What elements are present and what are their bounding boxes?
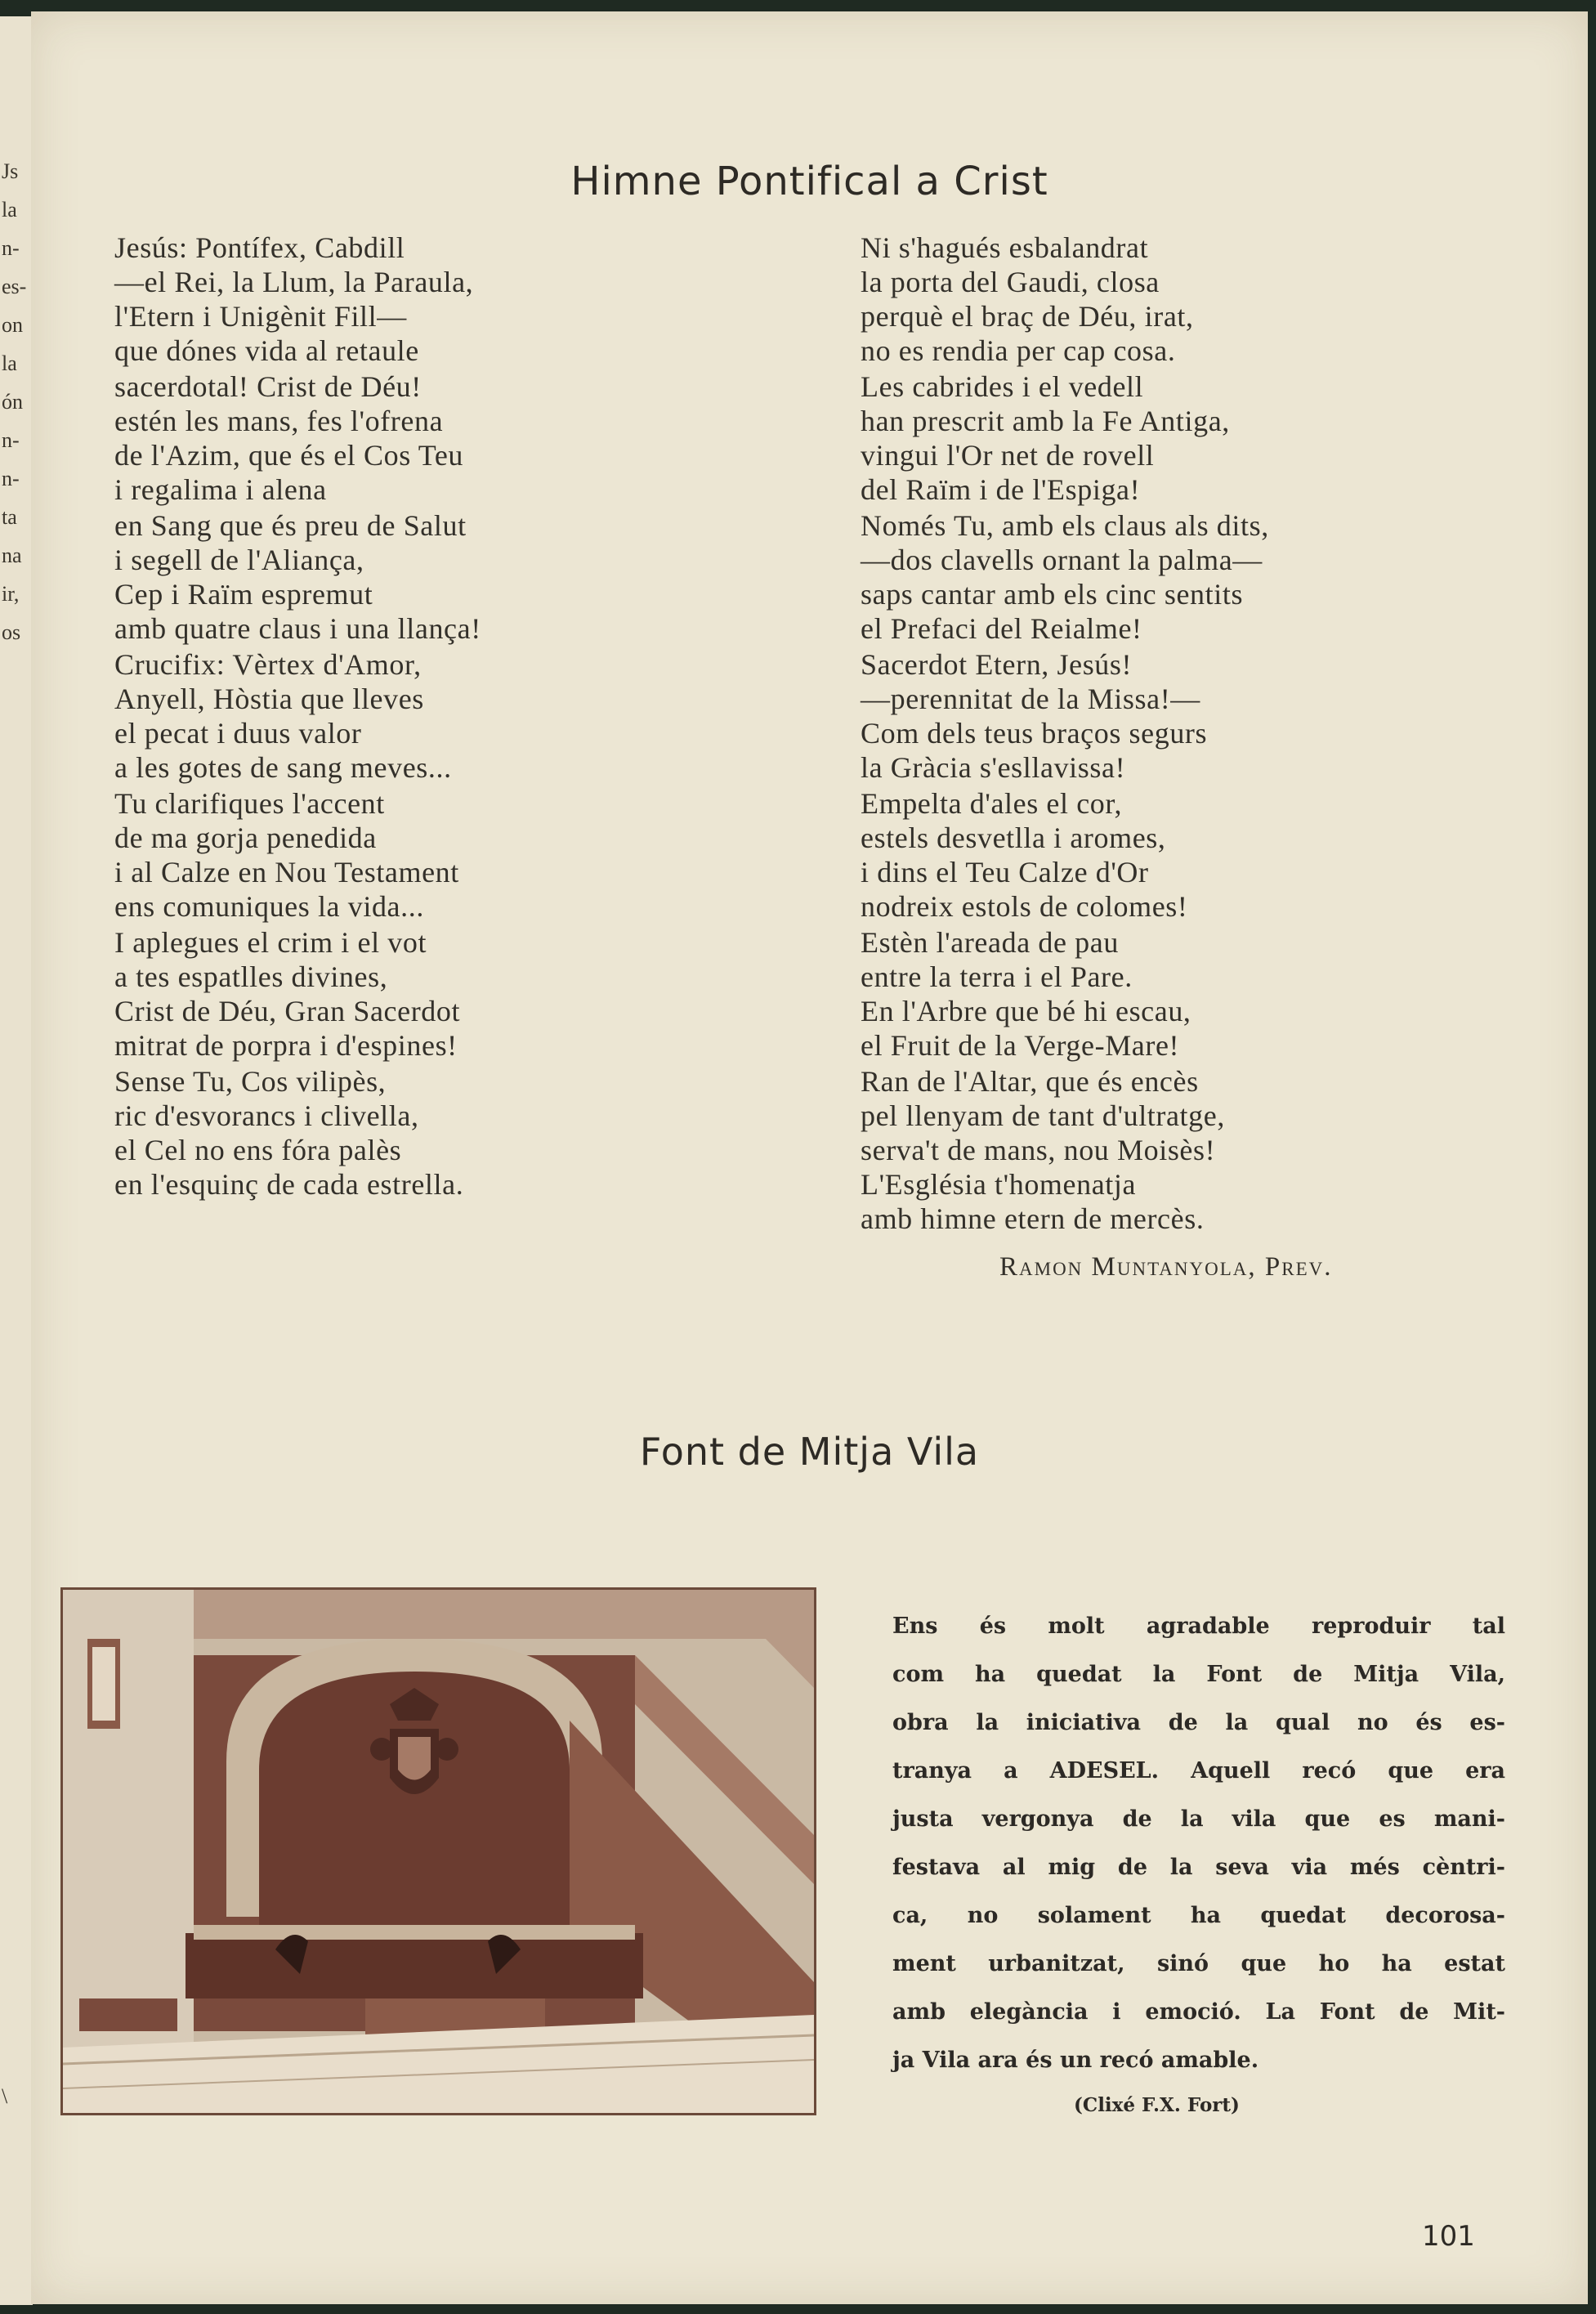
article-title: Font de Mitja Vila: [639, 1430, 980, 1474]
poem-line: Les cabrides i el vedell: [861, 370, 1144, 403]
article-line: festava al mig de la seva via més cèntri-: [892, 1855, 1505, 1880]
previous-page-fragment: es-: [2, 275, 27, 298]
stanza: [861, 647, 1482, 785]
poem-line: Jesús: Pontífex, Cabdill: [114, 231, 405, 264]
poem-line: de ma gorja penedida: [114, 821, 377, 854]
stanza: [114, 647, 735, 785]
article-line: justa vergonya de la vila que es mani-: [892, 1806, 1505, 1832]
photo-credit: (Clixé F.X. Fort): [1074, 2094, 1240, 2116]
poem-right-column: [861, 231, 1482, 1238]
article-text: [892, 1602, 1505, 2084]
poem-line: de l'Azim, que és el Cos Teu: [114, 439, 464, 472]
poem-line: —el Rei, la Llum, la Paraula,: [114, 266, 474, 298]
stanza: [861, 786, 1482, 924]
poem-line: pel llenyam de tant d'ultratge,: [861, 1099, 1225, 1132]
poem-line: —perennitat de la Missa!—: [861, 683, 1200, 715]
previous-page-fragment: os: [2, 620, 21, 644]
poem-line: Només Tu, amb els claus als dits,: [861, 509, 1269, 542]
poem-line: Crist de Déu, Gran Sacerdot: [114, 995, 461, 1027]
stanza: [861, 925, 1482, 1063]
poem-line: entre la terra i el Pare.: [861, 960, 1133, 993]
poem-line: Com dels teus braços segurs: [861, 717, 1208, 750]
fountain-image: [63, 1590, 814, 2113]
previous-page-fragment: n-: [2, 467, 20, 490]
poem-line: Crucifix: Vèrtex d'Amor,: [114, 648, 422, 681]
poem-line: Ran de l'Altar, que és encès: [861, 1065, 1199, 1098]
poem-line: el Fruit de la Verge-Mare!: [861, 1029, 1180, 1062]
stanza: [114, 369, 735, 507]
previous-page-fragment: ir,: [2, 582, 20, 606]
previous-page-fragment: ón: [2, 390, 23, 414]
stanza: [114, 786, 735, 924]
article-line: ja Vila ara és un recó amable.: [892, 2048, 1259, 2073]
previous-page-fragment: n-: [2, 236, 20, 260]
stanza: [114, 1064, 735, 1202]
poem-line: ens comuniques la vida...: [114, 890, 424, 923]
previous-page-edge: [0, 16, 33, 2305]
poem-line: i regalima i alena: [114, 473, 327, 506]
poem-line: —dos clavells ornant la palma—: [861, 544, 1263, 576]
poem-line: estén les mans, fes l'ofrena: [114, 405, 444, 437]
poem-line: Empelta d'ales el cor,: [861, 787, 1123, 820]
article-line: com ha quedat la Font de Mitja Vila,: [892, 1662, 1505, 1687]
poem-line: en Sang que és preu de Salut: [114, 509, 467, 542]
poem-line: Estèn l'areada de pau: [861, 926, 1119, 959]
poem-line: L'Església t'homenatja: [861, 1168, 1137, 1201]
poem-line: amb himne etern de mercès.: [861, 1202, 1205, 1235]
page-number: 101: [1422, 2220, 1475, 2253]
poem-line: saps cantar amb els cinc sentits: [861, 578, 1244, 611]
poem-line: Anyell, Hòstia que lleves: [114, 683, 424, 715]
poem-line: perquè el braç de Déu, irat,: [861, 300, 1194, 333]
article-line: tranya a ADESEL. Aquell recó que era: [892, 1758, 1505, 1784]
previous-page-fragment: \: [2, 2084, 8, 2108]
poem-line: vingui l'Or net de rovell: [861, 439, 1155, 472]
poem-line: que dónes vida al retaule: [114, 334, 419, 367]
poem-line: l'Etern i Unigènit Fill—: [114, 300, 407, 333]
poem-line: en l'esquinç de cada estrella.: [114, 1168, 464, 1201]
fountain-photo: [60, 1587, 816, 2115]
stanza: [114, 231, 735, 368]
article-line: amb elegància i emoció. La Font de Mit-: [892, 1999, 1505, 2025]
poem-author: Ramon Muntanyola, Prev.: [999, 1252, 1333, 1282]
poem-line: a tes espatlles divines,: [114, 960, 388, 993]
magazine-page: [31, 11, 1588, 2304]
poem-line: mitrat de porpra i d'espines!: [114, 1029, 458, 1062]
poem-line: del Raïm i de l'Espiga!: [861, 473, 1141, 506]
poem-line: i dins el Teu Calze d'Or: [861, 856, 1149, 888]
poem-line: el Prefaci del Reialme!: [861, 612, 1142, 645]
previous-page-fragment: n-: [2, 428, 20, 452]
poem-line: el Cel no ens fóra palès: [114, 1134, 402, 1166]
poem-line: i al Calze en Nou Testament: [114, 856, 459, 888]
stanza: [861, 369, 1482, 507]
stanza: [114, 508, 735, 646]
poem-line: I aplegues el crim i el vot: [114, 926, 427, 959]
poem-line: i segell de l'Aliança,: [114, 544, 364, 576]
previous-page-fragment: ta: [2, 505, 17, 529]
poem-line: la porta del Gaudi, closa: [861, 266, 1160, 298]
previous-page-fragment: la: [2, 351, 17, 375]
poem-line: el pecat i duus valor: [114, 717, 362, 750]
poem-line: ric d'esvorancs i clivella,: [114, 1099, 419, 1132]
poem-line: la Gràcia s'esllavissa!: [861, 751, 1126, 784]
stanza: [114, 925, 735, 1063]
poem-line: no es rendia per cap cosa.: [861, 334, 1176, 367]
poem-line: han prescrit amb la Fe Antiga,: [861, 405, 1230, 437]
stanza: [861, 231, 1482, 368]
poem-line: Sacerdot Etern, Jesús!: [861, 648, 1133, 681]
previous-page-fragment: Js: [2, 159, 19, 183]
article-line: ca, no solament ha quedat decorosa-: [892, 1903, 1505, 1928]
poem-line: Sense Tu, Cos vilipès,: [114, 1065, 387, 1098]
article-line: Ens és molt agradable reproduir tal: [892, 1614, 1505, 1639]
poem-line: Cep i Raïm espremut: [114, 578, 373, 611]
poem-line: estels desvetlla i aromes,: [861, 821, 1166, 854]
poem-line: serva't de mans, nou Moisès!: [861, 1134, 1216, 1166]
stanza: [861, 508, 1482, 646]
poem-line: nodreix estols de colomes!: [861, 890, 1188, 923]
article-line: ment urbanitzat, sinó que ho ha estat: [892, 1951, 1505, 1976]
poem-title: Himne Pontifical a Crist: [570, 159, 1048, 204]
poem-line: Tu clarifiques l'accent: [114, 787, 385, 820]
stanza: [861, 1064, 1482, 1236]
poem-left-column: [114, 231, 735, 1203]
previous-page-fragment: na: [2, 544, 22, 567]
poem-line: Ni s'hagués esbalandrat: [861, 231, 1149, 264]
previous-page-fragment: la: [2, 198, 17, 222]
poem-line: amb quatre claus i una llança!: [114, 612, 481, 645]
poem-line: En l'Arbre que bé hi escau,: [861, 995, 1191, 1027]
poem-line: sacerdotal! Crist de Déu!: [114, 370, 422, 403]
previous-page-fragment: on: [2, 313, 23, 337]
article-line: obra la iniciativa de la qual no és es-: [892, 1710, 1505, 1735]
poem-line: a les gotes de sang meves...: [114, 751, 452, 784]
